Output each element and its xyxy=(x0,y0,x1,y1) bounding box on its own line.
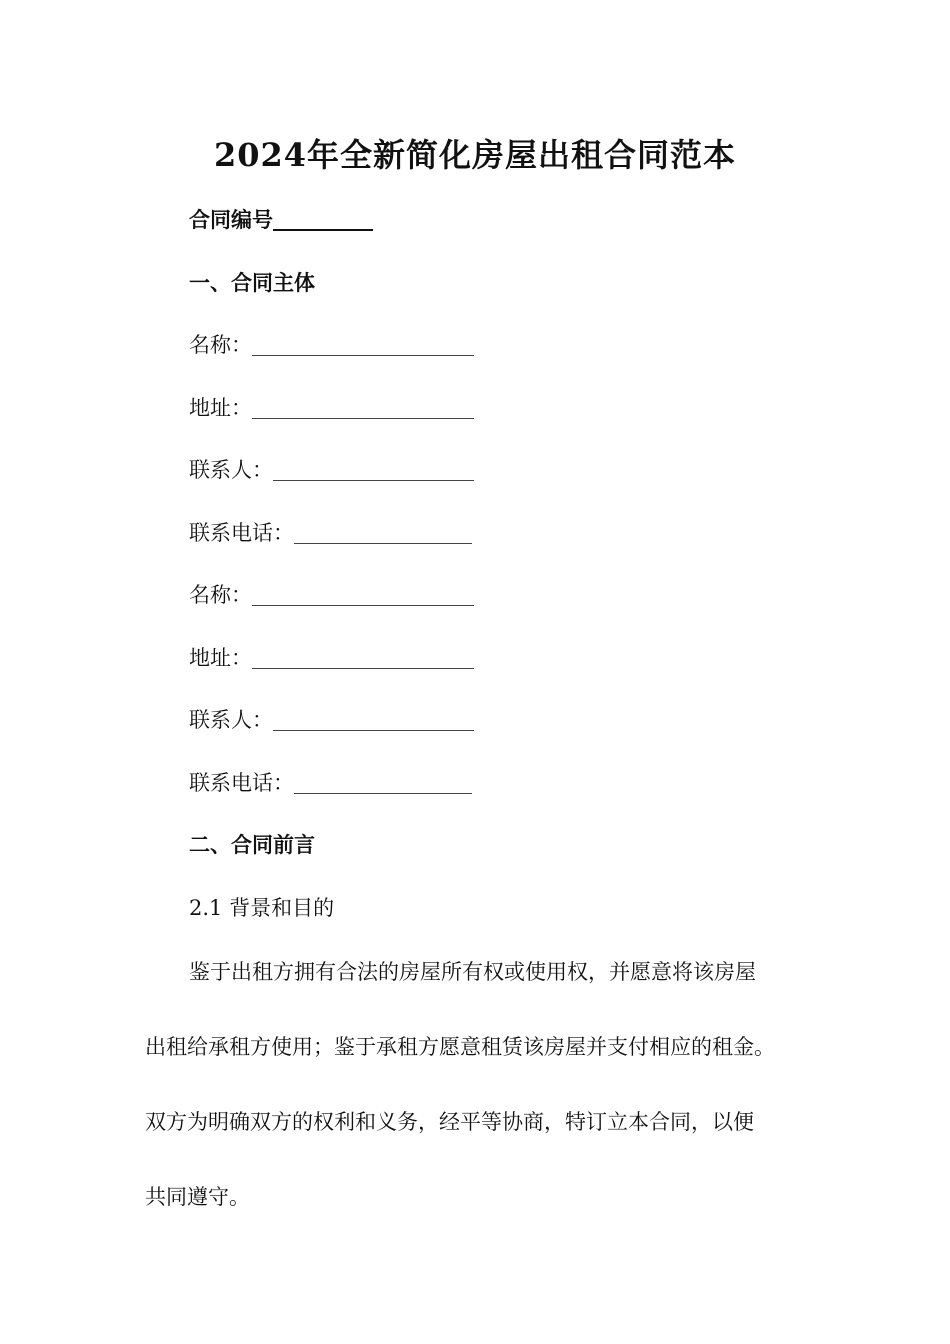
field-blank xyxy=(294,773,472,794)
party-field-contact-2 xyxy=(189,706,474,734)
document-title: 2024年全新简化房屋出租合同范本 xyxy=(213,136,737,174)
section-heading-preamble: 二、合同前言 xyxy=(189,832,315,857)
contract-number xyxy=(189,206,373,234)
field-label: 名称： xyxy=(189,333,252,357)
field-blank xyxy=(252,335,474,356)
field-label: 联系人： xyxy=(189,708,273,732)
field-label: 名称： xyxy=(189,583,252,607)
party-field-address-1 xyxy=(189,394,474,422)
field-blank xyxy=(294,523,472,544)
party-field-phone-2 xyxy=(189,769,472,797)
field-blank xyxy=(252,398,474,419)
field-blank xyxy=(252,648,474,669)
paragraph-line: 鉴于出租方拥有合法的房屋所有权或使用权，并愿意将该房屋 xyxy=(189,960,756,984)
party-field-name-2 xyxy=(189,581,474,609)
party-field-phone-1 xyxy=(189,519,472,547)
party-field-address-2 xyxy=(189,644,474,672)
field-label: 地址： xyxy=(189,396,252,420)
paragraph-line: 出租给承租方使用；鉴于承租方愿意租赁该房屋并支付相应的租金。 xyxy=(145,1035,775,1059)
contract-number-blank xyxy=(273,209,373,231)
field-label: 联系电话： xyxy=(189,771,294,795)
party-field-name-1 xyxy=(189,331,474,359)
field-blank xyxy=(273,710,474,731)
contract-number-label: 合同编号 xyxy=(189,207,273,232)
paragraph-line: 双方为明确双方的权利和义务，经平等协商，特订立本合同，以便 xyxy=(145,1110,754,1134)
field-blank xyxy=(252,585,474,606)
subsection-heading-background: 2.1 背景和目的 xyxy=(189,896,335,920)
field-label: 联系人： xyxy=(189,458,273,482)
field-label: 联系电话： xyxy=(189,521,294,545)
section-heading-parties: 一、合同主体 xyxy=(189,270,315,295)
party-field-contact-1 xyxy=(189,456,474,484)
paragraph-line: 共同遵守。 xyxy=(145,1185,250,1209)
field-label: 地址： xyxy=(189,646,252,670)
field-blank xyxy=(273,460,474,481)
